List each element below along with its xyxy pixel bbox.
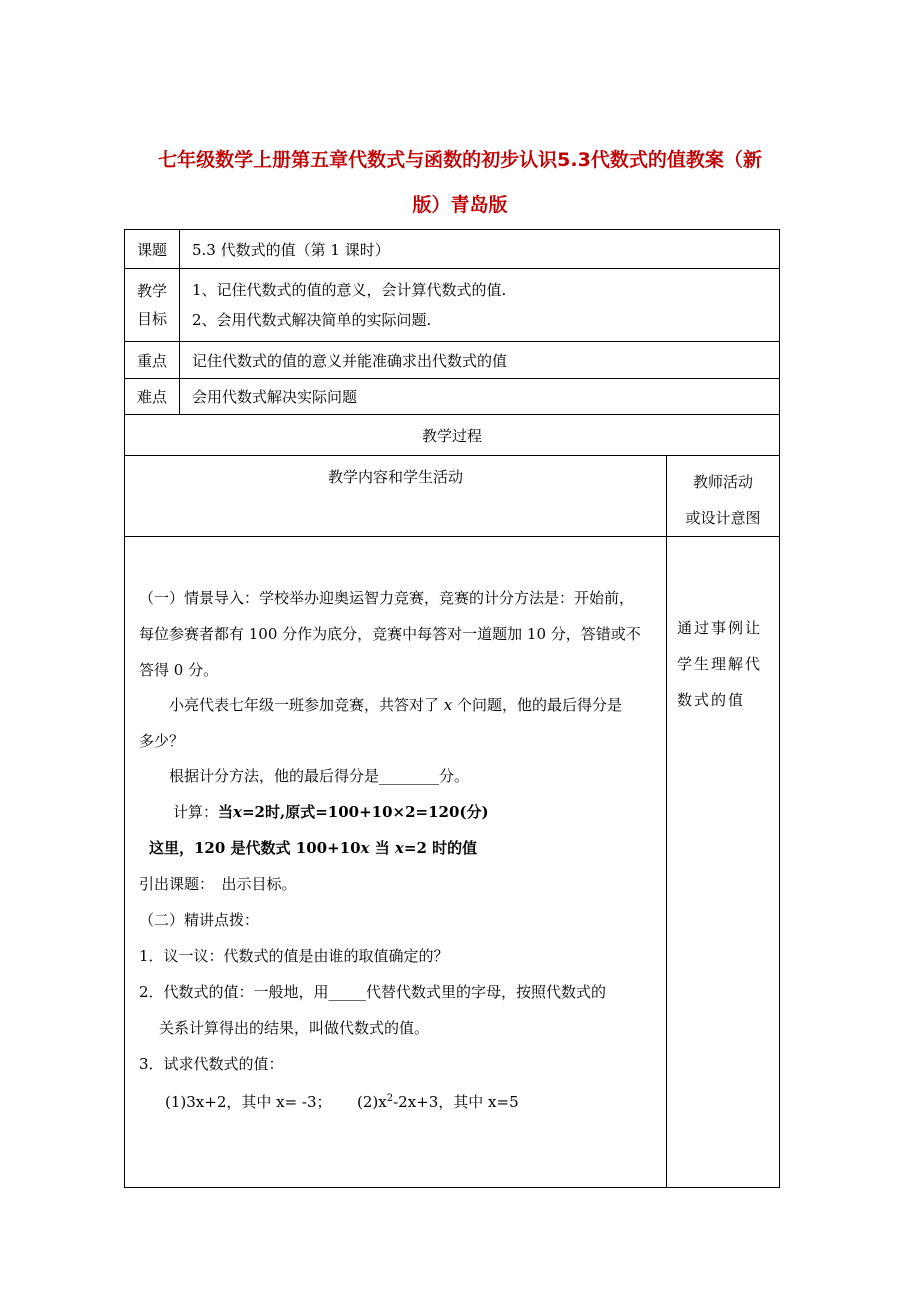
lesson-content — [125, 537, 667, 1188]
key-value: 记住代数式的值的意义并能准确求出代数式的值 — [180, 342, 780, 379]
calc-text-b: =2时,原式=100+10×2=120(分) — [241, 803, 489, 821]
content-column-heading: 教学内容和学生活动 — [125, 456, 667, 537]
point-2-line-1: 2．代数式的值：一般地，用_____代替代数式里的字母，按照代数式的 — [139, 983, 607, 1001]
teacher-column-heading — [667, 456, 780, 537]
point-3: 3．试求代数式的值： — [139, 1055, 284, 1073]
here-variable-2: x — [394, 839, 404, 857]
question-variable: x — [443, 696, 453, 714]
row-key — [125, 342, 780, 379]
calc-variable: x — [233, 803, 242, 821]
exercise-2 — [357, 1091, 519, 1112]
goal-item-1: 1、记住代数式的值的意义，会计算代数式的值. — [192, 281, 507, 299]
question-text-b: 个问题，他的最后得分是 — [457, 696, 623, 714]
calc-label: 计算： — [173, 803, 219, 821]
answer-line — [169, 765, 469, 786]
here-text-a: 这里，120 是代数式 100+10 — [149, 839, 361, 857]
intro-line-2: 每位参赛者都有 100 分作为底分，竞赛中每答对一道题加 10 分，答错或不 — [139, 625, 641, 643]
explanation-line — [149, 837, 477, 858]
intro-line-3: 答得 0 分。 — [139, 661, 219, 679]
here-text-b: 当 — [369, 839, 395, 857]
teacher-note-2: 学生理解代 — [677, 655, 763, 673]
key-label: 重点 — [125, 342, 180, 379]
here-variable-1: x — [360, 839, 370, 857]
section-two-heading: （二）精讲点拨： — [139, 911, 260, 929]
question-line-2: 多少？ — [139, 732, 185, 750]
row-columns — [125, 456, 780, 537]
doc-title-line1: 七年级数学上册第五章代数式与函数的初步认识5.3代数式的值教案（新 — [158, 149, 762, 171]
calc-text-a: 当 — [218, 803, 234, 821]
calculation-line — [173, 801, 489, 822]
topic-value: 5.3 代数式的值（第 1 课时） — [180, 230, 780, 269]
teacher-heading-2: 或设计意图 — [685, 509, 761, 527]
point-1: 1．议一议：代数式的值是由谁的取值确定的？ — [139, 947, 449, 965]
difficult-label: 难点 — [125, 379, 180, 415]
lead-in-line: 引出课题： 出示目标。 — [139, 875, 297, 893]
goals-label-2: 目标 — [136, 310, 167, 328]
row-goals — [125, 269, 780, 342]
teacher-note-1: 通过事例让 — [677, 619, 763, 637]
answer-text-b: 分。 — [439, 767, 470, 785]
here-text-c: =2 时的值 — [403, 839, 478, 857]
row-process — [125, 415, 780, 456]
exercise-2-a: (2)x — [357, 1093, 387, 1111]
difficult-value: 会用代数式解决实际问题 — [180, 379, 780, 415]
topic-label: 课题 — [125, 230, 180, 269]
goals-label-1: 教学 — [136, 282, 167, 300]
question-line-1 — [169, 694, 622, 715]
lesson-plan-table — [124, 229, 780, 1188]
question-text-a: 小亮代表七年级一班参加竞赛，共答对了 — [169, 696, 440, 714]
answer-text-a: 根据计分方法，他的最后得分是 — [169, 767, 380, 785]
intro-line-1: （一）情景导入：学校举办迎奥运智力竞赛，竞赛的计分方法是：开始前， — [139, 589, 635, 607]
answer-blank: ________ — [379, 767, 440, 785]
goal-item-2: 2、会用代数式解决简单的实际问题. — [192, 311, 432, 329]
exercise-2-b: -2x+3，其中 x=5 — [393, 1093, 519, 1111]
goals-value — [180, 269, 780, 342]
exercise-1: (1)3x+2，其中 x= -3； — [165, 1093, 332, 1111]
row-topic — [125, 230, 780, 269]
teacher-heading-1: 教师活动 — [692, 473, 753, 491]
exercise-2-exponent: 2 — [386, 1093, 394, 1104]
teacher-notes — [667, 537, 780, 1188]
process-heading: 教学过程 — [125, 415, 780, 456]
row-difficult — [125, 379, 780, 415]
goals-label — [125, 269, 180, 342]
doc-title-line2: 版）青岛版 — [412, 194, 508, 216]
point-2-line-2: 关系计算得出的结果，叫做代数式的值。 — [159, 1019, 430, 1037]
teacher-note-3: 数式的值 — [677, 691, 746, 709]
row-body — [125, 537, 780, 1188]
